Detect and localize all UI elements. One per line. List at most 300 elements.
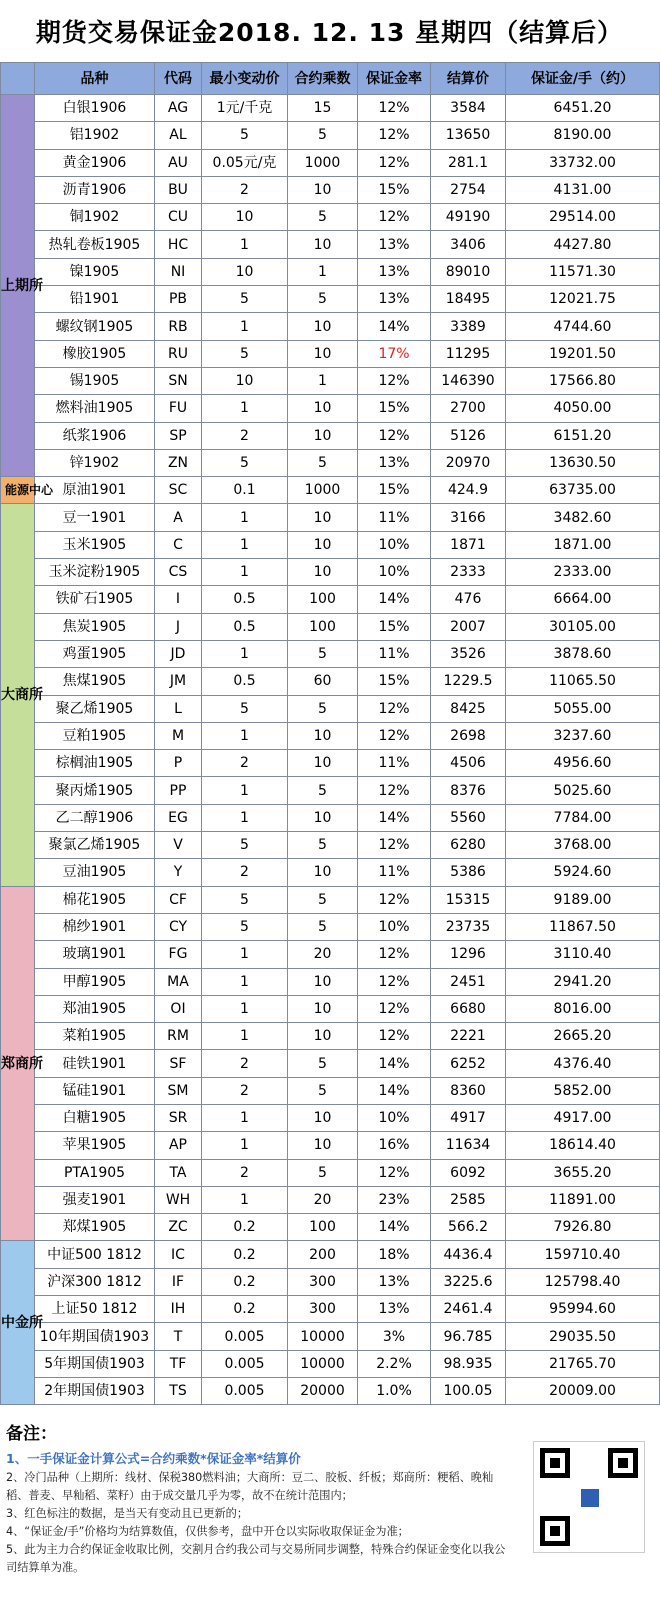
cell-margin-per-lot: 8190.00 — [506, 122, 660, 149]
cell-multiplier: 300 — [288, 1296, 358, 1323]
table-row — [1, 258, 660, 285]
cell-settle-price: 4436.4 — [431, 1241, 506, 1268]
cell-tick: 5 — [202, 695, 288, 722]
cell-code: FG — [155, 941, 202, 968]
cell-settle-price: 566.2 — [431, 1214, 506, 1241]
cell-product: 硅铁1901 — [35, 1050, 155, 1077]
cell-margin-per-lot: 17566.80 — [506, 367, 660, 394]
cell-product: 棕榈油1905 — [35, 750, 155, 777]
table-row — [1, 886, 660, 913]
cell-code: RB — [155, 313, 202, 340]
cell-product: 锡1905 — [35, 367, 155, 394]
cell-settle-price: 2451 — [431, 968, 506, 995]
cell-product: 菜粕1905 — [35, 1023, 155, 1050]
cell-margin-per-lot: 3237.60 — [506, 722, 660, 749]
cell-margin-rate: 13% — [358, 231, 431, 258]
cell-margin-per-lot: 30105.00 — [506, 613, 660, 640]
table-row — [1, 613, 660, 640]
table-row — [1, 449, 660, 476]
table-row — [1, 422, 660, 449]
cell-multiplier: 60 — [288, 668, 358, 695]
cell-multiplier: 10 — [288, 1104, 358, 1131]
cell-tick: 10 — [202, 367, 288, 394]
cell-product: 强麦1901 — [35, 1186, 155, 1213]
cell-margin-rate: 23% — [358, 1186, 431, 1213]
cell-settle-price: 23735 — [431, 913, 506, 940]
cell-product: 螺纹钢1905 — [35, 313, 155, 340]
cell-margin-per-lot: 4050.00 — [506, 395, 660, 422]
table-row — [1, 95, 660, 122]
cell-settle-price: 3166 — [431, 504, 506, 531]
cell-margin-rate: 12% — [358, 367, 431, 394]
notes-section — [0, 1413, 659, 1615]
table-row — [1, 1159, 660, 1186]
cell-margin-per-lot: 11867.50 — [506, 913, 660, 940]
cell-margin-rate: 12% — [358, 832, 431, 859]
cell-settle-price: 5386 — [431, 859, 506, 886]
note-item: 3、红色标注的数据，是当天有变动且已更新的； — [6, 1507, 249, 1520]
cell-margin-per-lot: 6151.20 — [506, 422, 660, 449]
cell-tick: 1 — [202, 941, 288, 968]
cell-multiplier: 5 — [288, 1077, 358, 1104]
table-row — [1, 1241, 660, 1268]
cell-tick: 1 — [202, 313, 288, 340]
cell-product: 豆一1901 — [35, 504, 155, 531]
cell-code: SR — [155, 1104, 202, 1131]
table-row — [1, 968, 660, 995]
cell-product: 甲醇1905 — [35, 968, 155, 995]
cell-tick: 1 — [202, 640, 288, 667]
cell-product: 鸡蛋1905 — [35, 640, 155, 667]
cell-margin-rate: 14% — [358, 1214, 431, 1241]
cell-settle-price: 6252 — [431, 1050, 506, 1077]
cell-tick: 1 — [202, 995, 288, 1022]
cell-margin-rate: 15% — [358, 668, 431, 695]
cell-margin-per-lot: 4956.60 — [506, 750, 660, 777]
cell-settle-price: 281.1 — [431, 149, 506, 176]
table-row — [1, 367, 660, 394]
cell-multiplier: 10 — [288, 422, 358, 449]
cell-code: MA — [155, 968, 202, 995]
cell-margin-rate: 10% — [358, 559, 431, 586]
cell-margin-rate: 15% — [358, 613, 431, 640]
table-row — [1, 1214, 660, 1241]
cell-settle-price: 3389 — [431, 313, 506, 340]
cell-code: SF — [155, 1050, 202, 1077]
cell-multiplier: 1000 — [288, 477, 358, 504]
table-row — [1, 1268, 660, 1295]
cell-tick: 0.5 — [202, 586, 288, 613]
cell-product: 玻璃1901 — [35, 941, 155, 968]
cell-code: RM — [155, 1023, 202, 1050]
cell-product: 上证50 1812 — [35, 1296, 155, 1323]
cell-margin-per-lot: 13630.50 — [506, 449, 660, 476]
table-row — [1, 640, 660, 667]
cell-tick: 1 — [202, 777, 288, 804]
cell-code: L — [155, 695, 202, 722]
cell-margin-rate: 15% — [358, 477, 431, 504]
cell-multiplier: 15 — [288, 95, 358, 122]
cell-multiplier: 20 — [288, 941, 358, 968]
cell-multiplier: 100 — [288, 613, 358, 640]
cell-margin-per-lot: 9189.00 — [506, 886, 660, 913]
cell-tick: 0.005 — [202, 1350, 288, 1377]
cell-tick: 0.2 — [202, 1241, 288, 1268]
table-row — [1, 559, 660, 586]
cell-margin-per-lot: 12021.75 — [506, 286, 660, 313]
cell-settle-price: 1229.5 — [431, 668, 506, 695]
cell-margin-rate: 12% — [358, 722, 431, 749]
cell-margin-per-lot: 125798.40 — [506, 1268, 660, 1295]
cell-settle-price: 146390 — [431, 367, 506, 394]
cell-settle-price: 49190 — [431, 204, 506, 231]
cell-tick: 1 — [202, 1023, 288, 1050]
cell-margin-rate: 14% — [358, 313, 431, 340]
cell-product: 燃料油1905 — [35, 395, 155, 422]
cell-margin-rate: 10% — [358, 913, 431, 940]
cell-multiplier: 10 — [288, 559, 358, 586]
cell-code: V — [155, 832, 202, 859]
header-exchange — [1, 63, 35, 95]
cell-margin-rate: 12% — [358, 995, 431, 1022]
cell-code: I — [155, 586, 202, 613]
cell-code: PB — [155, 286, 202, 313]
cell-multiplier: 5 — [288, 1159, 358, 1186]
cell-tick: 1 — [202, 395, 288, 422]
cell-tick: 0.2 — [202, 1268, 288, 1295]
cell-margin-rate: 12% — [358, 422, 431, 449]
cell-margin-per-lot: 4427.80 — [506, 231, 660, 258]
cell-product: 聚乙烯1905 — [35, 695, 155, 722]
cell-code: EG — [155, 804, 202, 831]
table-row — [1, 477, 660, 504]
cell-tick: 2 — [202, 750, 288, 777]
cell-tick: 1 — [202, 722, 288, 749]
cell-product: 苹果1905 — [35, 1132, 155, 1159]
cell-margin-per-lot: 3655.20 — [506, 1159, 660, 1186]
cell-margin-per-lot: 33732.00 — [506, 149, 660, 176]
table-row — [1, 995, 660, 1022]
cell-margin-rate: 14% — [358, 586, 431, 613]
cell-product: 棉纱1901 — [35, 913, 155, 940]
note-item: 5、此为主力合约保证金收取比例，交割月合约我公司与交易所同步调整，特殊合约保证金变化以我公司结算单为准。 — [6, 1543, 506, 1574]
cell-tick: 0.05元/克 — [202, 149, 288, 176]
cell-product: 白糖1905 — [35, 1104, 155, 1131]
cell-product: 铁矿石1905 — [35, 586, 155, 613]
cell-margin-rate: 15% — [358, 176, 431, 203]
cell-product: 白银1906 — [35, 95, 155, 122]
table-row — [1, 1296, 660, 1323]
table-row — [1, 1377, 660, 1404]
cell-product: 玉米淀粉1905 — [35, 559, 155, 586]
cell-margin-rate: 13% — [358, 286, 431, 313]
cell-margin-per-lot: 19201.50 — [506, 340, 660, 367]
cell-multiplier: 10 — [288, 176, 358, 203]
cell-code: JM — [155, 668, 202, 695]
cell-margin-per-lot: 5025.60 — [506, 777, 660, 804]
cell-product: 5年期国债1903 — [35, 1350, 155, 1377]
cell-code: TF — [155, 1350, 202, 1377]
cell-code: IC — [155, 1241, 202, 1268]
cell-settle-price: 2698 — [431, 722, 506, 749]
cell-margin-per-lot: 4376.40 — [506, 1050, 660, 1077]
cell-tick: 5 — [202, 832, 288, 859]
margin-table — [0, 62, 660, 1405]
cell-tick: 2 — [202, 422, 288, 449]
cell-product: 沥青1906 — [35, 176, 155, 203]
cell-margin-per-lot: 63735.00 — [506, 477, 660, 504]
cell-product: 沪深300 1812 — [35, 1268, 155, 1295]
cell-settle-price: 3526 — [431, 640, 506, 667]
cell-margin-per-lot: 2333.00 — [506, 559, 660, 586]
cell-multiplier: 5 — [288, 777, 358, 804]
cell-product: 原油1901 — [35, 477, 155, 504]
cell-tick: 1 — [202, 968, 288, 995]
cell-code: C — [155, 531, 202, 558]
cell-settle-price: 100.05 — [431, 1377, 506, 1404]
cell-margin-per-lot: 1871.00 — [506, 531, 660, 558]
cell-code: RU — [155, 340, 202, 367]
cell-multiplier: 5 — [288, 640, 358, 667]
cell-product: 铜1902 — [35, 204, 155, 231]
cell-margin-per-lot: 4131.00 — [506, 176, 660, 203]
cell-code: Y — [155, 859, 202, 886]
cell-settle-price: 98.935 — [431, 1350, 506, 1377]
note-item: 2、冷门品种（上期所：线材、保税380燃料油；大商所：豆二、胶板、纤板；郑商所：粳稻、晚籼稻、普麦、早籼稻、菜籽）由于成交量几乎为零，故不在统计范围内； — [6, 1471, 494, 1502]
cell-code: SM — [155, 1077, 202, 1104]
cell-multiplier: 10 — [288, 1023, 358, 1050]
cell-tick: 5 — [202, 913, 288, 940]
qr-code-icon — [533, 1441, 645, 1553]
cell-tick: 10 — [202, 204, 288, 231]
cell-settle-price: 18495 — [431, 286, 506, 313]
cell-settle-price: 4917 — [431, 1104, 506, 1131]
cell-settle-price: 2007 — [431, 613, 506, 640]
table-row — [1, 1023, 660, 1050]
cell-product: 焦炭1905 — [35, 613, 155, 640]
cell-product: 锌1902 — [35, 449, 155, 476]
cell-margin-rate: 18% — [358, 1241, 431, 1268]
cell-tick: 0.5 — [202, 613, 288, 640]
cell-settle-price: 8376 — [431, 777, 506, 804]
cell-tick: 2 — [202, 176, 288, 203]
cell-tick: 1 — [202, 1104, 288, 1131]
table-row — [1, 1050, 660, 1077]
cell-settle-price: 2333 — [431, 559, 506, 586]
cell-multiplier: 10000 — [288, 1323, 358, 1350]
table-row — [1, 531, 660, 558]
exchange-label: 中金所 — [1, 1241, 35, 1405]
cell-margin-rate: 1.0% — [358, 1377, 431, 1404]
header-margin-rate: 保证金率 — [358, 63, 431, 95]
cell-code: IF — [155, 1268, 202, 1295]
notes-heading: 备注： — [6, 1424, 57, 1444]
table-row — [1, 1186, 660, 1213]
cell-margin-rate: 10% — [358, 1104, 431, 1131]
cell-margin-rate: 17% — [358, 340, 431, 367]
cell-tick: 1 — [202, 804, 288, 831]
table-row — [1, 313, 660, 340]
cell-margin-per-lot: 20009.00 — [506, 1377, 660, 1404]
cell-code: CU — [155, 204, 202, 231]
cell-margin-rate: 13% — [358, 258, 431, 285]
cell-margin-rate: 14% — [358, 1050, 431, 1077]
cell-product: 镍1905 — [35, 258, 155, 285]
cell-code: CY — [155, 913, 202, 940]
cell-code: BU — [155, 176, 202, 203]
header-multiplier: 合约乘数 — [288, 63, 358, 95]
cell-product: 棉花1905 — [35, 886, 155, 913]
cell-margin-per-lot: 2941.20 — [506, 968, 660, 995]
cell-settle-price: 3584 — [431, 95, 506, 122]
cell-margin-per-lot: 7784.00 — [506, 804, 660, 831]
cell-code: ZN — [155, 449, 202, 476]
cell-margin-rate: 14% — [358, 1077, 431, 1104]
cell-multiplier: 200 — [288, 1241, 358, 1268]
cell-margin-rate: 15% — [358, 395, 431, 422]
cell-settle-price: 2585 — [431, 1186, 506, 1213]
cell-multiplier: 10 — [288, 804, 358, 831]
cell-margin-rate: 12% — [358, 968, 431, 995]
cell-tick: 1 — [202, 1132, 288, 1159]
table-header-row — [1, 63, 660, 95]
cell-settle-price: 3225.6 — [431, 1268, 506, 1295]
cell-tick: 10 — [202, 258, 288, 285]
table-row — [1, 1077, 660, 1104]
cell-margin-per-lot: 3878.60 — [506, 640, 660, 667]
cell-tick: 5 — [202, 122, 288, 149]
exchange-label: 大商所 — [1, 504, 35, 886]
cell-code: J — [155, 613, 202, 640]
cell-multiplier: 1000 — [288, 149, 358, 176]
cell-margin-per-lot: 5924.60 — [506, 859, 660, 886]
cell-margin-per-lot: 5852.00 — [506, 1077, 660, 1104]
cell-settle-price: 5560 — [431, 804, 506, 831]
cell-settle-price: 20970 — [431, 449, 506, 476]
cell-code: HC — [155, 231, 202, 258]
cell-code: FU — [155, 395, 202, 422]
table-row — [1, 286, 660, 313]
cell-tick: 0.1 — [202, 477, 288, 504]
exchange-label: 上期所 — [1, 95, 35, 477]
cell-margin-per-lot: 3482.60 — [506, 504, 660, 531]
table-row — [1, 231, 660, 258]
cell-code: AU — [155, 149, 202, 176]
cell-margin-per-lot: 8016.00 — [506, 995, 660, 1022]
cell-tick: 1 — [202, 504, 288, 531]
cell-product: 聚氯乙烯1905 — [35, 832, 155, 859]
cell-margin-per-lot: 11571.30 — [506, 258, 660, 285]
table-row — [1, 913, 660, 940]
cell-margin-per-lot: 95994.60 — [506, 1296, 660, 1323]
cell-margin-rate: 11% — [358, 750, 431, 777]
cell-code: CS — [155, 559, 202, 586]
cell-settle-price: 1871 — [431, 531, 506, 558]
cell-code: CF — [155, 886, 202, 913]
cell-tick: 0.2 — [202, 1296, 288, 1323]
cell-multiplier: 10 — [288, 995, 358, 1022]
cell-margin-rate: 12% — [358, 204, 431, 231]
cell-product: 橡胶1905 — [35, 340, 155, 367]
cell-margin-rate: 13% — [358, 1296, 431, 1323]
cell-tick: 0.2 — [202, 1214, 288, 1241]
cell-code: NI — [155, 258, 202, 285]
cell-tick: 2 — [202, 1050, 288, 1077]
table-row — [1, 695, 660, 722]
cell-code: SN — [155, 367, 202, 394]
cell-code: PP — [155, 777, 202, 804]
cell-margin-rate: 16% — [358, 1132, 431, 1159]
cell-code: TA — [155, 1159, 202, 1186]
cell-margin-rate: 11% — [358, 859, 431, 886]
cell-margin-per-lot: 18614.40 — [506, 1132, 660, 1159]
cell-product: 聚丙烯1905 — [35, 777, 155, 804]
cell-multiplier: 10 — [288, 722, 358, 749]
cell-code: SC — [155, 477, 202, 504]
cell-margin-per-lot: 159710.40 — [506, 1241, 660, 1268]
cell-code: OI — [155, 995, 202, 1022]
cell-product: 铅1901 — [35, 286, 155, 313]
header-margin-per-lot: 保证金/手（约） — [506, 63, 660, 95]
cell-tick: 1 — [202, 1186, 288, 1213]
cell-margin-rate: 2.2% — [358, 1350, 431, 1377]
cell-settle-price: 2754 — [431, 176, 506, 203]
cell-multiplier: 10 — [288, 340, 358, 367]
cell-multiplier: 5 — [288, 122, 358, 149]
cell-multiplier: 5 — [288, 286, 358, 313]
cell-settle-price: 96.785 — [431, 1323, 506, 1350]
table-row — [1, 204, 660, 231]
cell-margin-rate: 11% — [358, 640, 431, 667]
cell-tick: 1 — [202, 231, 288, 258]
table-row — [1, 1132, 660, 1159]
cell-tick: 0.5 — [202, 668, 288, 695]
cell-settle-price: 8425 — [431, 695, 506, 722]
cell-tick: 1 — [202, 559, 288, 586]
cell-settle-price: 11295 — [431, 340, 506, 367]
table-row — [1, 777, 660, 804]
cell-margin-rate: 11% — [358, 504, 431, 531]
cell-multiplier: 10 — [288, 231, 358, 258]
cell-tick: 2 — [202, 1159, 288, 1186]
cell-multiplier: 100 — [288, 586, 358, 613]
cell-code: T — [155, 1323, 202, 1350]
cell-settle-price: 89010 — [431, 258, 506, 285]
cell-code: IH — [155, 1296, 202, 1323]
table-row — [1, 722, 660, 749]
cell-settle-price: 6680 — [431, 995, 506, 1022]
cell-tick: 5 — [202, 449, 288, 476]
cell-settle-price: 2700 — [431, 395, 506, 422]
cell-margin-rate: 13% — [358, 449, 431, 476]
cell-settle-price: 1296 — [431, 941, 506, 968]
table-row — [1, 395, 660, 422]
cell-multiplier: 5 — [288, 204, 358, 231]
cell-product: 乙二醇1906 — [35, 804, 155, 831]
page-title: 期货交易保证金2018. 12. 13 星期四（结算后） — [0, 0, 659, 62]
cell-margin-per-lot: 21765.70 — [506, 1350, 660, 1377]
cell-margin-rate: 12% — [358, 695, 431, 722]
cell-settle-price: 11634 — [431, 1132, 506, 1159]
cell-margin-per-lot: 3110.40 — [506, 941, 660, 968]
cell-margin-per-lot: 11065.50 — [506, 668, 660, 695]
cell-settle-price: 3406 — [431, 231, 506, 258]
cell-margin-rate: 12% — [358, 886, 431, 913]
note-item: 1、一手保证金计算公式=合约乘数*保证金率*结算价 — [6, 1451, 301, 1466]
cell-multiplier: 5 — [288, 449, 358, 476]
cell-margin-rate: 12% — [358, 1159, 431, 1186]
cell-margin-rate: 12% — [358, 777, 431, 804]
